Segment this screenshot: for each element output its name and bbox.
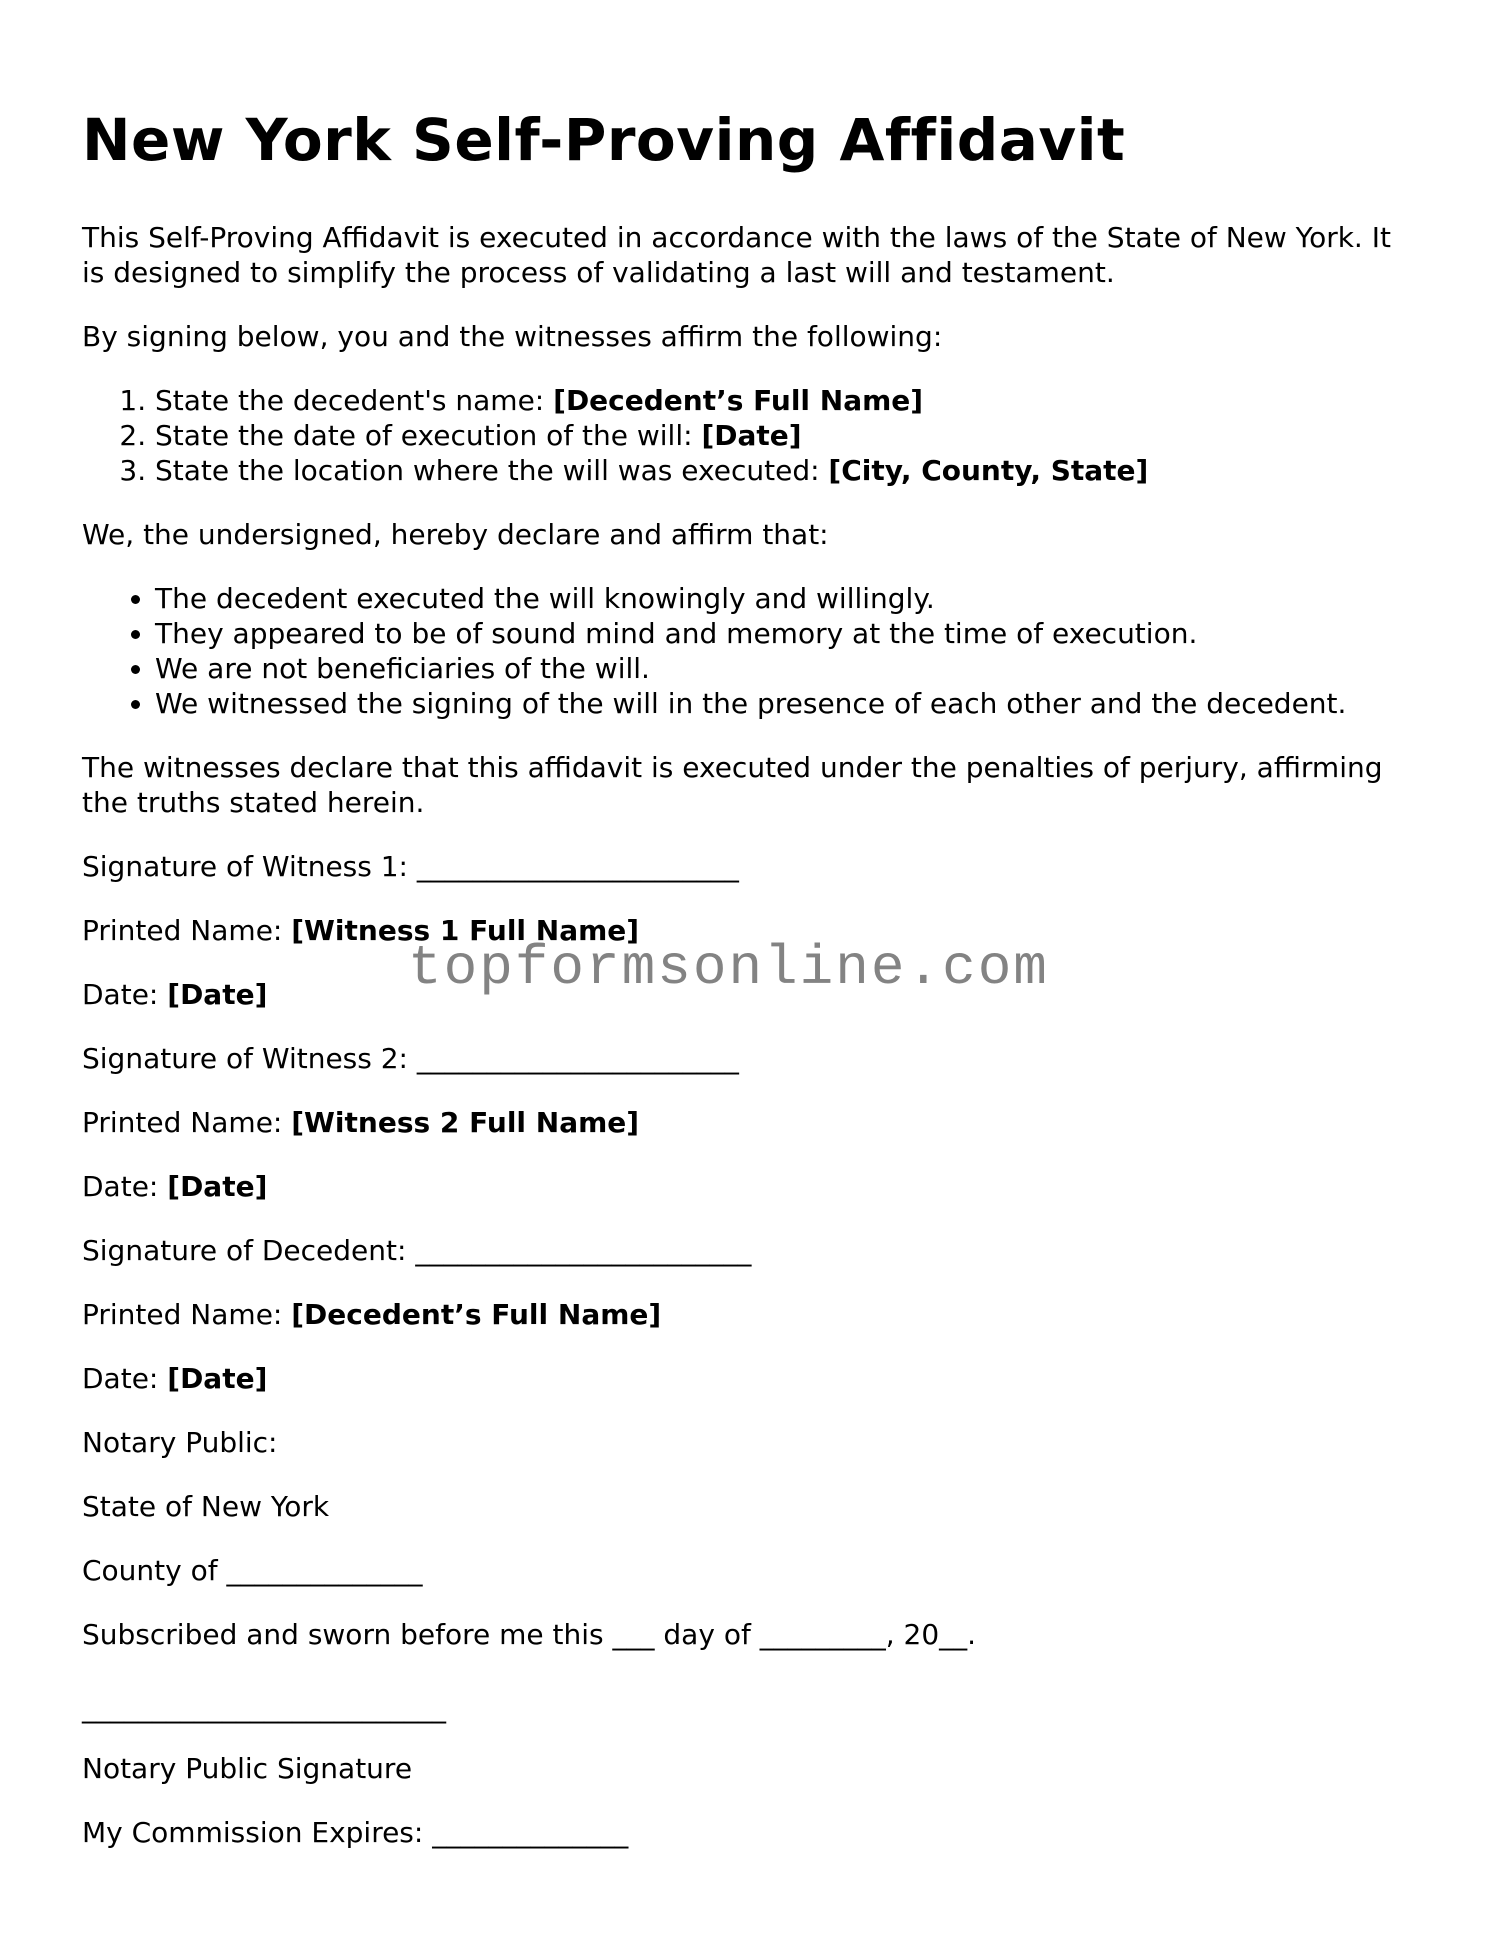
list-item: • We witnessed the signing of the will in the presence of each other and the decedent.	[155, 686, 1422, 721]
placeholder-location: [City, County, State]	[828, 454, 1149, 487]
affirm-intro: By signing below, you and the witnesses affirm the following:	[82, 320, 943, 353]
witness1-printed-name: Printed Name: [Witness 1 Full Name]	[82, 914, 640, 947]
notary-state: State of New York	[82, 1490, 330, 1523]
witness1-signature-line: Signature of Witness 1: _______________________	[82, 850, 739, 883]
list-item: • They appeared to be of sound mind and memory at the time of execution.	[155, 616, 1422, 651]
notary-signature-label: Notary Public Signature	[82, 1752, 413, 1785]
page-title: New York Self-Proving Affidavit	[82, 106, 1126, 174]
notary-commission-expires: My Commission Expires: ______________	[82, 1816, 629, 1849]
list-item: • The decedent executed the will knowingly and willingly.	[155, 581, 1422, 616]
bullet-list	[82, 581, 1422, 721]
placeholder-decedent-name: [Decedent’s Full Name]	[553, 384, 924, 417]
numbered-list	[82, 383, 1422, 488]
decedent-printed-name: Printed Name: [Decedent’s Full Name]	[82, 1298, 662, 1331]
notary-sworn-statement: Subscribed and sworn before me this ___ day of _________, 20__.	[82, 1618, 977, 1651]
witness2-signature-line: Signature of Witness 2: _______________________	[82, 1042, 739, 1075]
watermark: topformsonline.com	[408, 936, 1049, 1000]
witness2-printed-name: Printed Name: [Witness 2 Full Name]	[82, 1106, 640, 1139]
perjury-paragraph: The witnesses declare that this affidavit is executed under the penalties of perjury, affirming the truths stated herein.	[82, 751, 1383, 819]
notary-signature-line: __________________________	[82, 1691, 446, 1724]
witness1-date: Date: [Date]	[82, 978, 268, 1011]
notary-county: County of ______________	[82, 1554, 423, 1587]
intro-paragraph: This Self-Proving Affidavit is executed in accordance with the laws of the State of New York. It is designed to simplify the process of validating a last will and testament.	[82, 221, 1391, 289]
list-item: 3. State the location where the will was executed: [City, County, State]	[155, 453, 1422, 488]
notary-heading: Notary Public:	[82, 1426, 278, 1459]
decedent-date: Date: [Date]	[82, 1362, 268, 1395]
witness2-date: Date: [Date]	[82, 1170, 268, 1203]
list-item: • We are not beneficiaries of the will.	[155, 651, 1422, 686]
decedent-signature-line: Signature of Decedent: ________________________	[82, 1234, 752, 1267]
placeholder-date: [Date]	[701, 419, 802, 452]
list-item: 1. State the decedent's name: [Decedent’s Full Name]	[155, 383, 1422, 418]
list-item: 2. State the date of execution of the will: [Date]	[155, 418, 1422, 453]
declare-intro: We, the undersigned, hereby declare and affirm that:	[82, 518, 829, 551]
